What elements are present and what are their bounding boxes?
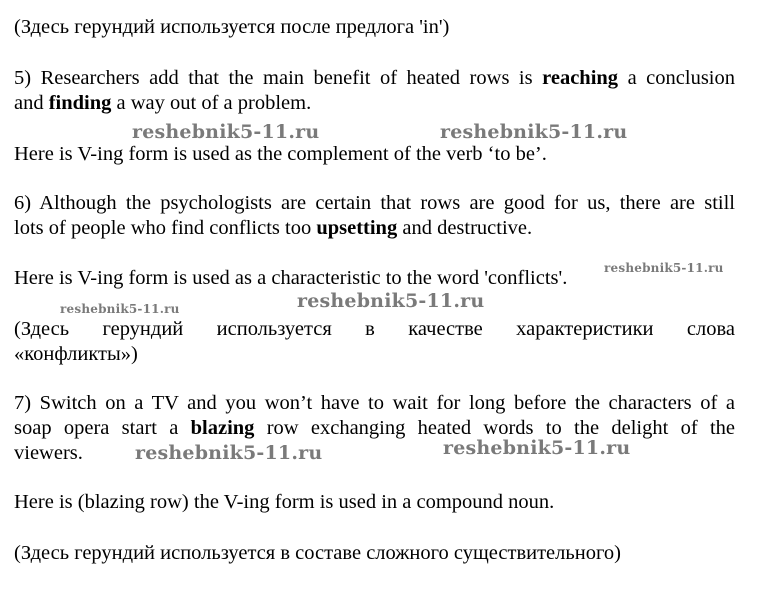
item-5-text-a: 5) Researchers add that the main benefit of heated rows is (14, 67, 543, 89)
item-6-russian-note-line-2: «конфликты») (14, 343, 138, 365)
item-6-text-d: and destructive. (397, 217, 533, 239)
item-7-explanation: Here is (blazing row) the V-ing form is used in a compound noun. (14, 491, 555, 513)
item-6-line-1: 6) Although the psychologists are certain that rows are good for us, there are still (14, 192, 735, 214)
item-5-text-d: and (14, 92, 49, 114)
item-5-line-1 (14, 66, 735, 91)
item-7-russian-note: (Здесь герундий используется в составе сложного существительного) (14, 542, 621, 564)
watermark: reshebnik5-11.ru (443, 437, 631, 459)
item-5-text-f: a way out of a problem. (111, 92, 312, 114)
item-6-text-b: lots of people who find conflicts too (14, 217, 317, 239)
item-7-line-3: viewers. (14, 442, 83, 464)
item-6-explanation: Here is V-ing form is used as a characteristic to the word 'conflicts'. (14, 267, 568, 289)
item-5-line-2 (14, 91, 311, 116)
watermark: reshebnik5-11.ru (604, 261, 724, 275)
watermark: reshebnik5-11.ru (60, 302, 180, 316)
item-7-text-b: soap opera start a (14, 417, 191, 439)
item-5-text-c: a conclusion (618, 67, 735, 89)
watermark: reshebnik5-11.ru (440, 121, 628, 143)
intro-russian-note: (Здесь герундий используется после предлога 'in') (14, 16, 450, 38)
item-6-bold-upsetting: upsetting (316, 217, 398, 239)
item-6-russian-note-line-1: (Здесь герундий используется в качестве характеристики слова (14, 318, 735, 340)
item-7-text-d: row exchanging heated words to the delight of the (254, 417, 735, 439)
item-5-bold-finding: finding (48, 92, 112, 114)
watermark: reshebnik5-11.ru (297, 290, 485, 312)
watermark: reshebnik5-11.ru (135, 442, 323, 464)
item-6-line-2 (14, 216, 532, 241)
watermark: reshebnik5-11.ru (132, 121, 320, 143)
item-5-bold-reaching: reaching (542, 67, 619, 89)
item-7-bold-blazing: blazing (190, 417, 255, 439)
item-7-line-1: 7) Switch on a TV and you won’t have to wait for long before the characters of a (14, 392, 735, 414)
item-5-explanation: Here is V-ing form is used as the complement of the verb ‘to be’. (14, 143, 547, 165)
